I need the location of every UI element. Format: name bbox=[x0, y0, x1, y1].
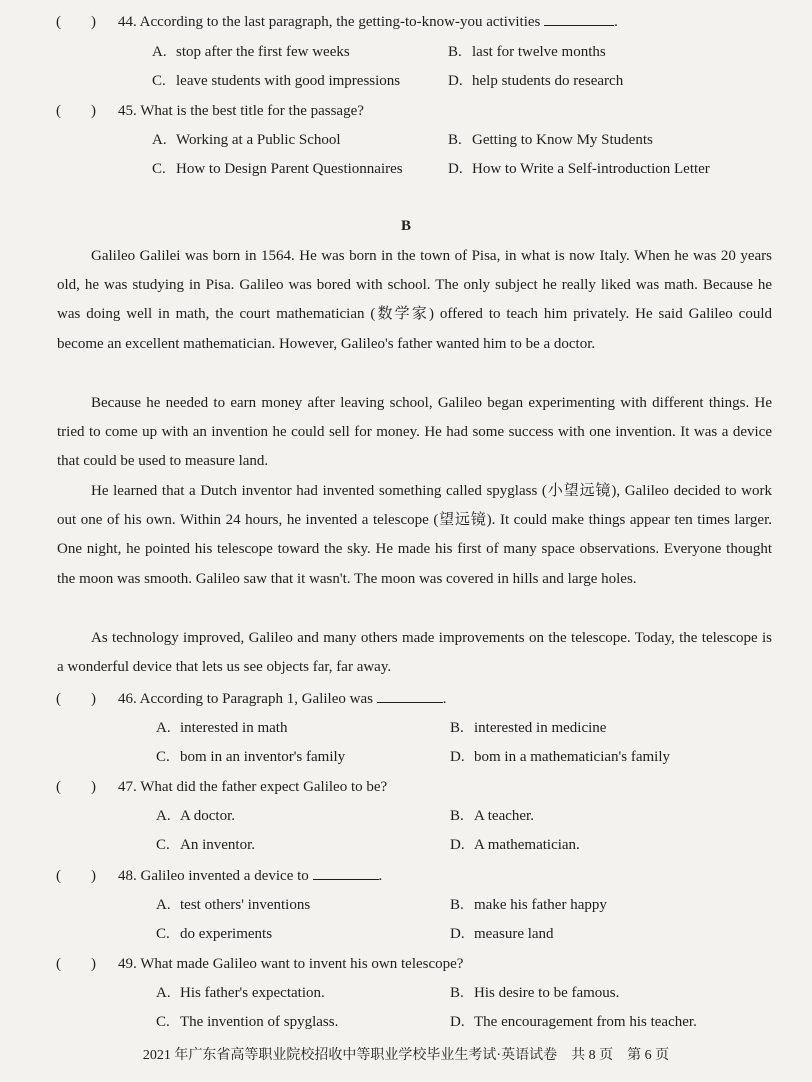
question-stem: 48. Galileo invented a device to bbox=[118, 868, 309, 884]
option-c: C. An inventor. bbox=[156, 837, 255, 853]
options-44 bbox=[152, 41, 792, 99]
answer-blank bbox=[313, 865, 379, 880]
option-a: A. stop after the first few weeks bbox=[152, 44, 350, 60]
answer-parenthesis: ( ) bbox=[56, 14, 96, 30]
passage-paragraph-4: As technology improved, Galileo and many others made improvements on the telescope. Today, the telescope is a wonderful device that lets us see objects far, far away. bbox=[57, 630, 772, 676]
options-45 bbox=[152, 129, 792, 187]
options-47 bbox=[152, 805, 792, 863]
option-d: D. The encouragement from his teacher. bbox=[450, 1014, 697, 1030]
question-tail: . bbox=[378, 868, 383, 884]
question-stem: 44. According to the last paragraph, the getting-to-know-you activities bbox=[118, 14, 541, 30]
option-c: C. The invention of spyglass. bbox=[156, 1014, 339, 1030]
option-d: D. A mathematician. bbox=[450, 837, 580, 853]
question-tail: . bbox=[614, 14, 618, 30]
option-b: B. His desire to be famous. bbox=[450, 985, 620, 1001]
answer-blank bbox=[377, 688, 443, 703]
question-47 bbox=[56, 776, 782, 798]
option-b: B. make his father happy bbox=[450, 897, 607, 913]
options-48 bbox=[152, 894, 792, 952]
option-c: C. leave students with good impressions bbox=[152, 73, 401, 89]
options-49 bbox=[152, 982, 792, 1040]
question-49 bbox=[56, 953, 782, 975]
option-a: A. Working at a Public School bbox=[152, 132, 341, 148]
answer-parenthesis: ( ) bbox=[56, 691, 96, 707]
question-45 bbox=[56, 100, 782, 122]
question-tail: . bbox=[442, 691, 447, 707]
question-46 bbox=[56, 688, 782, 710]
question-stem: 46. According to Paragraph 1, Galileo was bbox=[118, 691, 373, 707]
option-a: A. His father's expectation. bbox=[156, 985, 325, 1001]
answer-parenthesis: ( ) bbox=[56, 868, 96, 884]
option-c: C. bom in an inventor's family bbox=[156, 749, 346, 765]
option-b: B. last for twelve months bbox=[448, 44, 606, 60]
option-d: D. How to Write a Self-introduction Letter bbox=[448, 161, 710, 177]
option-a: A. A doctor. bbox=[156, 808, 235, 824]
option-d: D. bom in a mathematician's family bbox=[450, 749, 670, 765]
question-stem: 47. What did the father expect Galileo to be? bbox=[118, 779, 388, 795]
options-46 bbox=[152, 717, 792, 775]
page-footer: 2021 年广东省高等职业院校招收中等职业学校毕业生考试·英语试卷 共 8 页 第 6 页 bbox=[142, 1048, 670, 1063]
answer-parenthesis: ( ) bbox=[56, 956, 96, 972]
option-b: B. A teacher. bbox=[450, 808, 534, 824]
answer-parenthesis: ( ) bbox=[56, 103, 96, 119]
answer-blank bbox=[544, 11, 614, 26]
option-c: C. do experiments bbox=[156, 926, 273, 942]
passage-paragraph-1: Galileo Galilei was born in 1564. He was born in the town of Pisa, in what is now Italy. When he was 20 years old, he was studying in Pisa. Galileo was bored with school. The only subject he really liked was math. Because he was doing well in math, the court mathematician (数学家) offered to teach him privately. He said Galileo could become an excellent mathematician. However, Galileo's father wanted him to be a doctor. bbox=[57, 248, 772, 352]
answer-parenthesis: ( ) bbox=[56, 779, 96, 795]
option-d: D. help students do research bbox=[448, 73, 624, 89]
option-b: B. interested in medicine bbox=[450, 720, 607, 736]
option-d: D. measure land bbox=[450, 926, 554, 942]
passage-paragraph-2: Because he needed to earn money after leaving school, Galileo began experimenting with different things. He tried to come up with an invention he could sell for money. He had some success with one invention. It was a device that could be used to measure land. bbox=[57, 395, 772, 470]
option-a: A. interested in math bbox=[156, 720, 288, 736]
option-b: B. Getting to Know My Students bbox=[448, 132, 653, 148]
question-44 bbox=[56, 11, 782, 33]
question-48 bbox=[56, 865, 782, 887]
option-a: A. test others' inventions bbox=[156, 897, 311, 913]
passage-paragraph-3: He learned that a Dutch inventor had invented something called spyglass (小望远镜), Galileo decided to work out one of his own. Within 24 hours, he invented a telescope (望远镜). It could make things appear ten times larger. One night, he pointed his telescope toward the sky. He made his first of many space observations. Everyone thought the moon was smooth. Galileo saw that it wasn't. The moon was covered in hills and large holes. bbox=[57, 483, 772, 587]
section-heading: B bbox=[400, 218, 411, 234]
question-stem: 49. What made Galileo want to invent his own telescope? bbox=[118, 956, 464, 972]
option-c: C. How to Design Parent Questionnaires bbox=[152, 161, 403, 177]
question-stem: 45. What is the best title for the passage? bbox=[118, 103, 364, 119]
